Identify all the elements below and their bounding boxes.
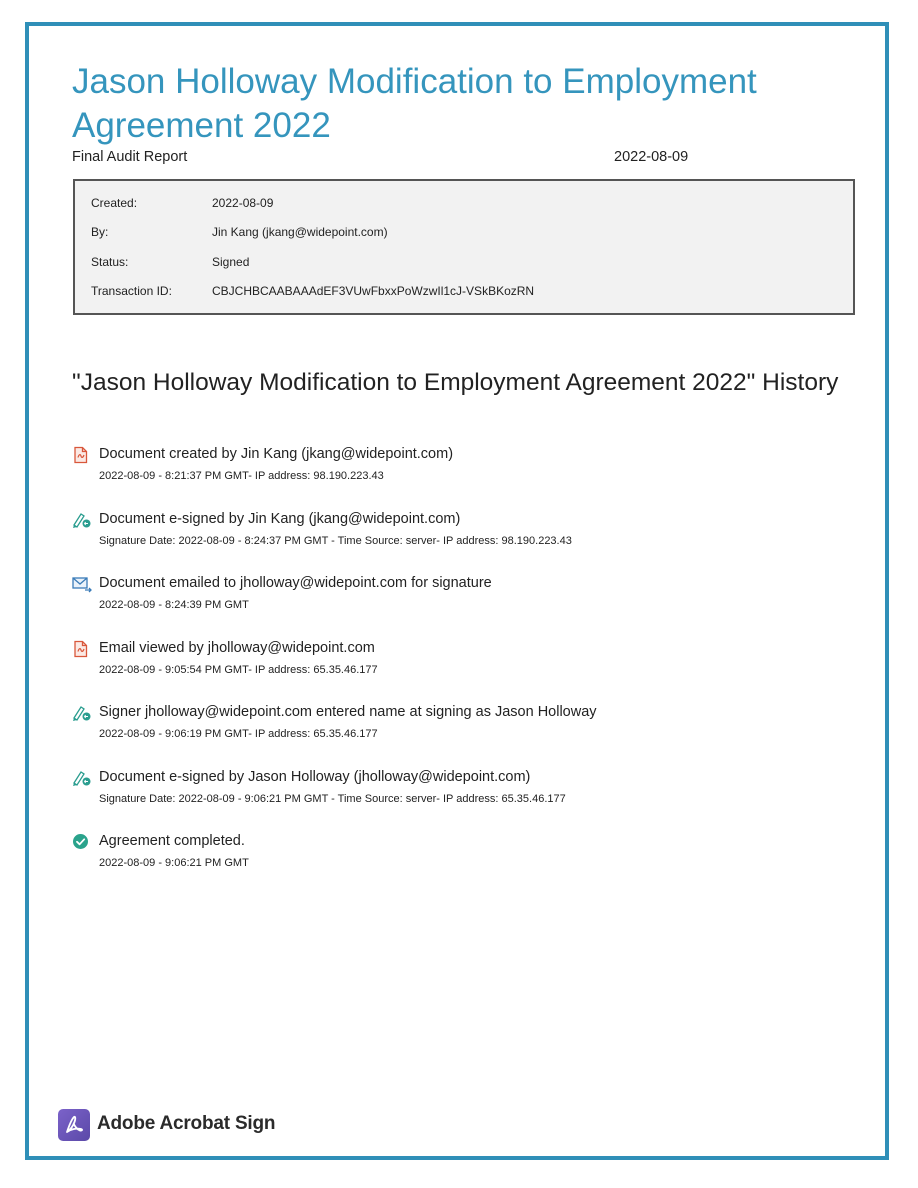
event-text: Document e-signed by Jason Holloway (jholloway@widepoint.com) — [99, 769, 531, 785]
report-date: 2022-08-09 — [614, 149, 689, 165]
pen-sign-icon — [72, 769, 90, 787]
info-value: Signed — [212, 255, 250, 269]
event-meta: 2022-08-09 - 8:21:37 PM GMT- IP address: 98.190.223.43 — [99, 470, 384, 482]
info-key: By: — [91, 225, 109, 239]
info-key: Status: — [91, 255, 129, 269]
acrobat-logo-icon — [58, 1109, 90, 1141]
event-text: Document created by Jin Kang (jkang@widepoint.com) — [99, 446, 454, 462]
event-meta: 2022-08-09 - 9:06:21 PM GMT — [99, 857, 249, 869]
event-meta: 2022-08-09 - 8:24:39 PM GMT — [99, 599, 249, 611]
history-title: "Jason Holloway Modification to Employment Agreement 2022" History — [72, 369, 839, 396]
email-icon — [72, 575, 90, 593]
event-text: Document e-signed by Jin Kang (jkang@widepoint.com) — [99, 511, 461, 527]
event-meta: Signature Date: 2022-08-09 - 9:06:21 PM GMT - Time Source: server- IP address: 65.35.46.177 — [99, 793, 566, 805]
event-meta: 2022-08-09 - 9:06:19 PM GMT- IP address: 65.35.46.177 — [99, 728, 378, 740]
document-icon — [72, 446, 90, 464]
info-key: Created: — [91, 196, 138, 210]
event-meta: 2022-08-09 - 9:05:54 PM GMT- IP address: 65.35.46.177 — [99, 664, 378, 676]
info-value: CBJCHBCAABAAAdEF3VUwFbxxPoWzwIl1cJ-VSkBKozRN — [212, 284, 535, 298]
event-text: Signer jholloway@widepoint.com entered name at signing as Jason Holloway — [99, 704, 597, 720]
info-value: 2022-08-09 — [212, 196, 274, 210]
event-meta: Signature Date: 2022-08-09 - 8:24:37 PM GMT - Time Source: server- IP address: 98.190.223.43 — [99, 535, 572, 547]
summary-box — [73, 179, 855, 315]
info-value: Jin Kang (jkang@widepoint.com) — [212, 225, 388, 239]
document-icon — [72, 640, 90, 658]
event-text: Email viewed by jholloway@widepoint.com — [99, 640, 375, 656]
document-title: Jason Holloway Modification to Employment Agreement 2022 — [72, 62, 757, 145]
event-text: Agreement completed. — [99, 833, 245, 849]
brand-name: Adobe Acrobat Sign — [97, 1113, 276, 1134]
check-circle-icon — [72, 833, 90, 851]
report-label: Final Audit Report — [72, 149, 188, 165]
pen-sign-icon — [72, 511, 90, 529]
event-text: Document emailed to jholloway@widepoint.com for signature — [99, 575, 492, 591]
info-key: Transaction ID: — [91, 284, 172, 298]
pen-sign-icon — [72, 704, 90, 722]
